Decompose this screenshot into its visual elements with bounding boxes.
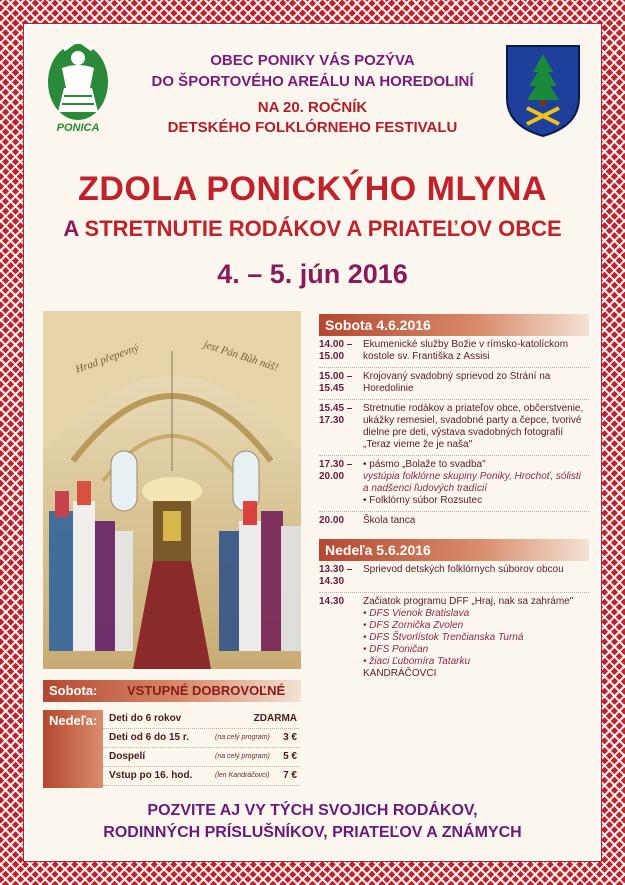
row-desc-main: • pásmo „Bolaže to svadba" xyxy=(363,459,486,470)
saturday-admission xyxy=(43,680,301,702)
church-photo xyxy=(43,311,301,669)
price-value: 3 € xyxy=(283,732,297,743)
festival-dates: 4. – 5. jún 2016 xyxy=(217,259,408,289)
invite-line-2: DO ŠPORTOVÉHO AREÁLU NA HOREDOLINÍ xyxy=(151,73,474,90)
price-name: Vstup po 16. hod. xyxy=(109,770,193,781)
row-desc xyxy=(363,459,589,507)
row-desc: Stretnutie rodákov a priateľov obce, občerstvenie, ukážky remesiel, svadobné party a čepce, tvorivé dielne pre deti, výstava svadobných fotografií „Teraz vieme že je naša" xyxy=(363,403,584,450)
row-desc: Krojovaný svadobný sprievod zo Strání na Horedolinie xyxy=(363,371,551,394)
price-note: (na celý program) xyxy=(215,734,270,741)
schedule-row xyxy=(319,336,589,368)
footer-line-2: RODINNÝCH PRÍSLUŠNÍKOV, PRIATEĽOV A ZNÁMYCH xyxy=(103,824,522,841)
saturday-value: VSTUPNÉ DOBROVOĽNÉ xyxy=(127,683,286,698)
row-desc-extra: • Folklórny súbor Rozsutec xyxy=(363,495,483,506)
price-note: (na celý program) xyxy=(215,753,270,760)
sunday-admission xyxy=(43,710,301,788)
price-value: 5 € xyxy=(283,751,297,762)
row-desc: Ekumenické služby Božie v rímsko-katolíckom kostole sv. Františka z Assisi xyxy=(363,339,569,362)
price-note: (len Kandráčovci) xyxy=(215,772,270,779)
sunday-label: Nedeľa: xyxy=(49,713,98,728)
schedule-row xyxy=(319,400,589,456)
row-time: 13.30 – 14.30 xyxy=(319,564,353,587)
row-time: 17.30 – 20.00 xyxy=(319,459,353,482)
row-desc-main: Začiatok programu DFF „Hraj, nak sa zahráme" xyxy=(363,596,574,607)
photo-banner-left: Hrad přepevný xyxy=(73,341,141,376)
poster-content xyxy=(26,26,599,859)
row-time: 15.00 – 15.45 xyxy=(319,371,353,394)
price-name: Deti do 6 rokov xyxy=(109,713,182,724)
row-time: 20.00 xyxy=(319,515,345,526)
row-desc-italic: vystúpia folklórne skupiny Poniky, Hrochoť, sólisti a nadšenci ľudových tradícií xyxy=(363,471,581,494)
schedule-row xyxy=(319,593,589,684)
group-item: • žiaci Ľubomíra Tatarku xyxy=(363,656,471,667)
price-row xyxy=(103,729,299,748)
schedule-row xyxy=(319,512,589,531)
row-desc: Škola tanca xyxy=(363,515,416,526)
schedule xyxy=(319,314,589,684)
group-headliner: KANDRÁČOVCI xyxy=(363,668,437,679)
festival-subtitle xyxy=(26,216,599,242)
subtitle-a: A xyxy=(63,216,79,241)
group-item: • DFS Poničan xyxy=(363,644,429,655)
saturday-label: Sobota: xyxy=(49,683,98,698)
row-desc xyxy=(363,596,589,680)
sunday-label-box xyxy=(43,710,103,788)
invite-text xyxy=(26,50,599,92)
festival-title: ZDOLA PONICKÝHO MLYNA xyxy=(78,170,547,208)
row-time: 15.45 – 17.30 xyxy=(319,403,353,426)
price-name: Dospelí xyxy=(109,751,146,762)
row-desc: Sprievod detských folklórnych súborov obcou xyxy=(363,564,564,575)
price-row xyxy=(103,748,299,767)
subtitle-rest: STRETNUTIE RODÁKOV A PRIATEĽOV OBCE xyxy=(84,216,562,241)
logo-caption: PONICA xyxy=(56,122,100,134)
price-value: ZDARMA xyxy=(253,713,297,724)
price-row xyxy=(103,710,299,729)
footer-invitation xyxy=(26,800,599,844)
group-item: • DFS Vienok Bratislava xyxy=(363,608,470,619)
group-item: • DFS Štvorlístok Trenčianska Turná xyxy=(363,632,524,643)
edition-text xyxy=(26,98,599,138)
schedule-row xyxy=(319,561,589,593)
edition-line-1: NA 20. ROČNÍK xyxy=(257,99,368,116)
photo-banner-right: jest Pán Bůh náš! xyxy=(202,338,280,374)
row-time: 14.00 – 15.00 xyxy=(319,339,353,362)
edition-line-2: DETSKÉHO FOLKLÓRNEHO FESTIVALU xyxy=(167,119,458,136)
footer-line-1: POZVITE AJ VY TÝCH SVOJICH RODÁKOV, xyxy=(147,802,478,819)
row-time: 14.30 xyxy=(319,596,345,607)
invite-line-1: OBEC PONIKY VÁS POZÝVA xyxy=(210,52,415,69)
day2-title: Nedeľa 5.6.2016 xyxy=(319,539,589,561)
price-value: 7 € xyxy=(283,770,297,781)
schedule-row xyxy=(319,368,589,400)
price-name: Deti od 6 do 15 r. xyxy=(109,732,190,743)
group-item: • DFS Zornička Zvolen xyxy=(363,620,464,631)
schedule-row xyxy=(319,456,589,512)
price-row xyxy=(103,767,299,786)
day1-title: Sobota 4.6.2016 xyxy=(319,314,589,336)
